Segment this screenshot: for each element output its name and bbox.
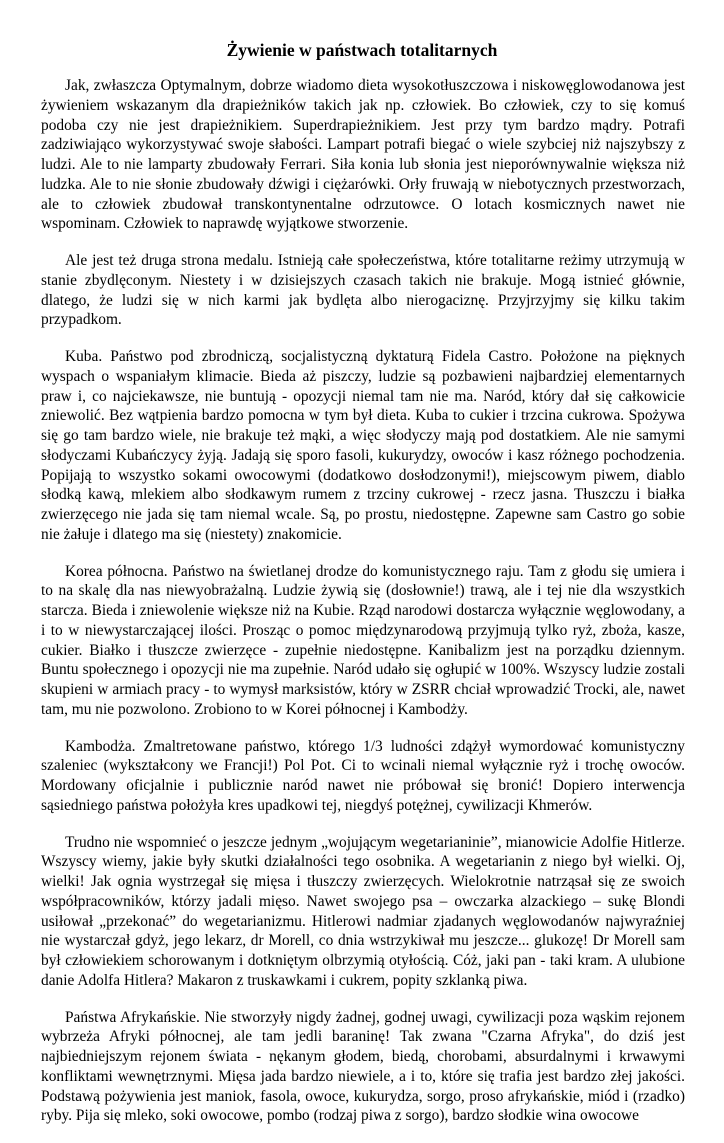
paragraph-other-side: Ale jest też druga strona medalu. Istnieją całe społeczeństwa, które totalitarne reżimy utrzymują w stanie zbydlęconym. Niestety i w dzisiejszych czasach takich nie brakuje. Mogą istnieć głównie, dlatego, że ludzi się w nich karmi jak bydlęta albo nierogaciznę. Przyjrzyjmy się kilku takim przypadkom. [41,252,685,329]
paragraph-africa: Państwa Afrykańskie. Nie stworzyły nigdy żadnej, godnej uwagi, cywilizacji poza wąskim rejonem wybrzeża Afryki północnej, ale tam jedli baraninę! Tak zwana "Czarna Afryka", do dziś jest najbiedniejszym rejonem świata - nękanym głodem, biedą, chorobami, absurdalnymi i krwawymi konfliktami wewnętrznymi. Mięsa jada bardzo niewiele, a i to, które się trafia jest bardzo złej jakości. Podstawą pożywienia jest maniok, fasola, owoce, kukurydza, sorgo, proso afrykańskie, miód i (rzadko) ryby. Pija się mleko, soki owocowe, pombo (rodzaj piwa z sorgo), bardzo słodkie wina owocowe [41,1008,685,1125]
paragraph-intro: Jak, zwłaszcza Optymalnym, dobrze wiadomo dieta wysokotłuszczowa i niskowęglowodanowa jest żywieniem wskazanym dla drapieżników takich jak np. człowiek. Bo człowiek, czy to się komuś podoba czy nie jest drapieżnikiem. Superdrapieżnikiem. Jest przy tym bardzo mądry. Potrafi zadziwiająco wykorzystywać swoje słabości. Lampart potrafi biegać o wiele szybciej niż najszybszy z ludzi. Ale to nie lamparty zbudowały Ferrari. Siła konia lub słonia jest nieporównywalnie większa niż ludzka. Ale to nie słonie zbudowały dźwigi i ciężarówki. Orły fruwają w niebotycznych przestworzach, ale to człowiek zbudował transkontynentalne odrzutowce. O lotach kosmicznych nawet nie wspominam. Człowiek to naprawdę wyjątkowe stworzenie. [41,77,685,233]
document-body [41,76,685,1143]
paragraph-cuba: Kuba. Państwo pod zbrodniczą, socjalistyczną dyktaturą Fidela Castro. Położone na pięknych wyspach o wspaniałym klimacie. Bieda aż piszczy, ludzie są pozbawieni najbardziej elementarnych praw i, co najciekawsze, nie buntują - opozycji niemal tam nie ma. Naród, który dał się całkowicie zniewolić. Bez wątpienia bardzo pomocna w tym był dieta. Kuba to cukier i trzcina cukrowa. Spożywa się go tam bardzo wiele, nie brakuje też mąki, a więc słodyczy mają pod dostatkiem. Ale nie samymi słodyczami Kubańczycy żyją. Jadają się sporo fasoli, kukurydzy, owoców i kasz różnego pochodzenia. Popijają to wszystko sokami owocowymi (dodatkowo dosłodzonymi!), miejscowym piwem, diablo słodką kawą, mlekiem albo słodkawym rumem z trzciny cukrowej - rzecz jasna. Tłuszczu i białka zwierzęcego nie jada się tam niemal wcale. Są, po prostu, niedostępne. Zapewne sam Castro go sobie nie żałuje i dlatego ma się (niestety) znakomicie. [41,348,685,543]
document-title: Żywienie w państwach totalitarnych [226,40,498,60]
paragraph-cambodia: Kambodża. Zmaltretowane państwo, którego 1/3 ludności zdążył wymordować komunistyczny szaleniec (wykształcony we Francji!) Pol Pot. Ci to wcinali niemal wyłącznie ryż i trochę owoców. Mordowany oficjalnie i publicznie naród nawet nie próbował się bronić! Dopiero interwencja sąsiedniego państwa położyła kres upadkowi tej, niegdyś potężnej, cywilizacji Khmerów. [41,737,685,814]
paragraph-north-korea: Korea północna. Państwo na świetlanej drodze do komunistycznego raju. Tam z głodu się umiera i to na skalę dla nas niewyobrażalną. Ludzie żywią się (dosłownie!) trawą, ale i tej nie dla wszystkich starcza. Bieda i zniewolenie większe niż na Kubie. Rząd narodowi dostarcza wyłącznie węglowodany, a i to w niewystarczającej ilości. Prosząc o pomoc międzynarodową przyjmują tylko ryż, zboża, kasze, cukier. Białko i tłuszcze zwierzęce - zupełnie niedostępne. Kanibalizm jest na porządku dziennym. Buntu społecznego i opozycji nie ma zupełnie. Naród udało się ogłupić w 100%. Wszyscy ludzie zostali skupieni w armiach pracy - to wymysł marksistów, który w ZSRR chciał wprowadzić Trocki, ale, nawet tam, mu nie pozwolono. Zrobiono to w Korei północnej i Kambodży. [41,562,685,718]
paragraph-hitler: Trudno nie wspomnieć o jeszcze jednym „wojującym wegetarianinie”, mianowicie Adolfie Hitlerze. Wszyscy wiemy, jakie były skutki działalności tego osobnika. A wegetarianin z niego był wielki. Oj, wielki! Jak ognia wystrzegał się mięsa i tłuszczy zwierzęcych. Wielokrotnie natrząsał się ze swoich współpracowników, którzy jadali mięso. Nawet swojego psa – owczarka alzackiego – sukę Blondi usiłował „przekonać” do wegetarianizmu. Hitlerowi nadmiar zjadanych węglowodanów najwyraźniej nie wystarczał gdyż, jego lekarz, dr Morell, co dnia wstrzykiwał mu jeszcze... glukozę! Dr Morell sam był człowiekiem schorowanym i dotkniętym olbrzymią otyłością. Cóż, jaki pan - taki kram. A ulubione danie Adolfa Hitlera? Makaron z truskawkami i cukrem, popity szklanką piwa. [41,833,685,989]
